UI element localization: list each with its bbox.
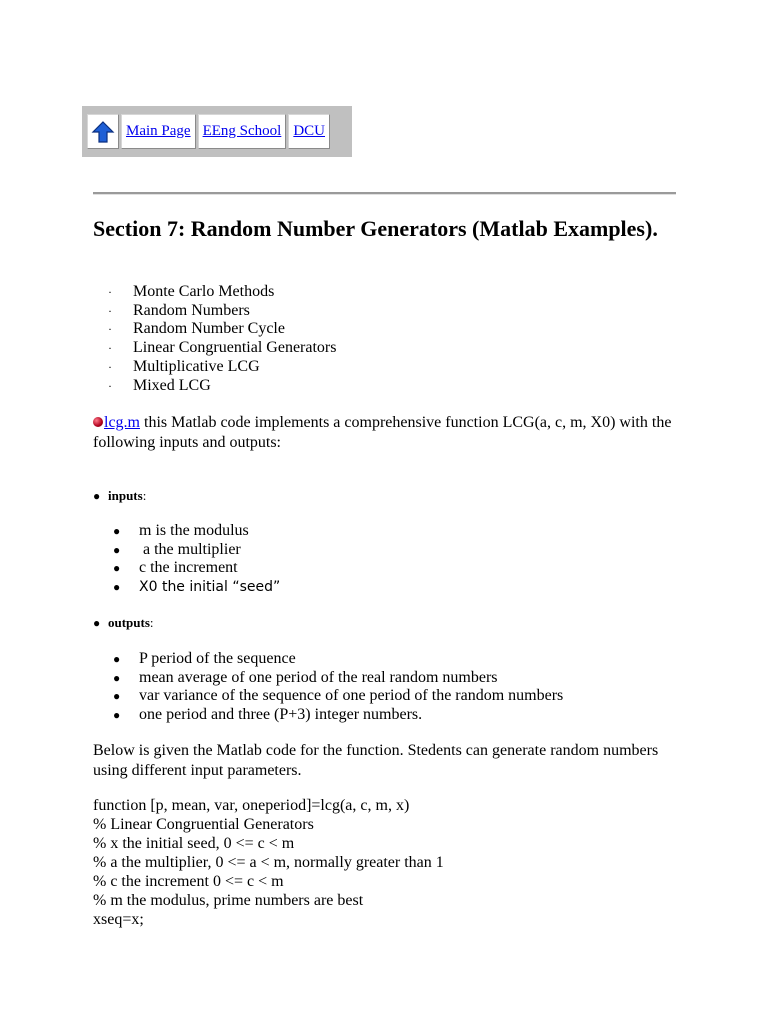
list-item — [113, 522, 280, 541]
code-line: % Linear Congruential Generators — [93, 816, 314, 833]
output-item: var variance of the sequence of one period of the random numbers — [139, 687, 564, 705]
input-item: m is the modulus — [139, 522, 249, 539]
bullet-icon: ● — [113, 542, 121, 557]
bullet-icon: · — [108, 285, 112, 299]
page-title: Section 7: Random Number Generators (Matlab Examples). — [93, 216, 658, 241]
main-page-link[interactable]: Main Page — [126, 123, 191, 139]
list-item — [108, 358, 336, 377]
nav-main-page — [121, 114, 196, 149]
code-line: % m the modulus, prime numbers are best — [93, 892, 364, 909]
code-block — [93, 796, 444, 929]
bullet-icon: ● — [93, 489, 101, 503]
dcu-link[interactable]: DCU — [293, 123, 325, 139]
eeng-school-link[interactable]: EEng School — [202, 123, 282, 139]
list-item — [113, 669, 563, 688]
list-item — [113, 559, 280, 578]
nav-bar — [82, 106, 352, 157]
output-item: P period of the sequence — [139, 650, 296, 667]
nav-cells — [87, 114, 330, 149]
bullet-icon: ● — [93, 616, 101, 630]
list-item — [108, 339, 336, 358]
outputs-heading: ● outputs: — [93, 615, 154, 630]
up-arrow-icon — [91, 120, 115, 144]
bullet-icon: ● — [113, 689, 121, 704]
list-item — [113, 687, 563, 706]
topic-label: Monte Carlo Methods — [133, 283, 275, 300]
bullet-icon: · — [108, 322, 112, 337]
topic-label: Mixed LCG — [133, 376, 211, 394]
list-item — [108, 377, 336, 396]
list-item — [108, 283, 336, 302]
intro-text: this Matlab code implements a comprehensive function LCG(a, c, m, X0) with the following inputs and outputs: — [93, 414, 672, 451]
red-ball-icon — [93, 417, 103, 427]
nav-eeng-school — [198, 114, 287, 149]
topic-label: Random Numbers — [133, 301, 250, 319]
bullet-icon: ● — [113, 652, 121, 666]
bullet-icon: ● — [113, 580, 121, 595]
bullet-icon: ● — [113, 524, 121, 538]
list-item — [113, 650, 563, 669]
intro-paragraph — [93, 413, 693, 453]
outputs-list — [113, 650, 563, 725]
input-item: X0 the initial “seed” — [139, 579, 281, 596]
list-item — [108, 320, 336, 339]
lcg-file-link[interactable]: lcg.m — [104, 414, 140, 431]
output-item: one period and three (P+3) integer numbers. — [139, 706, 423, 724]
bullet-icon: ● — [113, 708, 121, 723]
list-item — [108, 302, 336, 321]
code-line: % a the multiplier, 0 <= a < m, normally greater than 1 — [93, 854, 444, 871]
inputs-heading: ● inputs: — [93, 488, 147, 503]
code-line: % x the initial seed, 0 <= c < m — [93, 835, 295, 852]
input-item: c the increment — [139, 559, 238, 577]
bullet-icon: · — [108, 378, 112, 393]
bullet-icon: ● — [113, 670, 121, 685]
bullet-icon: · — [108, 341, 112, 356]
inputs-label: inputs — [108, 488, 143, 503]
nav-dcu — [288, 114, 330, 149]
code-line: function [p, mean, var, oneperiod]=lcg(a, c, m, x) — [93, 797, 410, 814]
list-item — [113, 541, 280, 560]
topic-list — [108, 283, 336, 395]
topic-label: Random Number Cycle — [133, 320, 285, 338]
list-item — [113, 578, 280, 597]
horizontal-rule — [93, 192, 676, 195]
bullet-icon: · — [108, 359, 112, 374]
code-line: xseq=x; — [93, 911, 144, 928]
bullet-icon: · — [108, 303, 112, 318]
list-item — [113, 706, 563, 725]
code-line: % c the increment 0 <= c < m — [93, 873, 284, 890]
outputs-label: outputs — [108, 615, 150, 630]
topic-label: Linear Congruential Generators — [133, 339, 337, 357]
input-item: a the multiplier — [139, 540, 241, 558]
topic-label: Multiplicative LCG — [133, 357, 260, 375]
inputs-list — [113, 522, 280, 597]
output-item: mean average of one period of the real random numbers — [139, 668, 498, 686]
nav-home-button[interactable] — [87, 114, 119, 149]
bullet-icon: ● — [113, 561, 121, 576]
description-paragraph: Below is given the Matlab code for the function. Stedents can generate random numbers using different input parameters. — [93, 742, 659, 779]
